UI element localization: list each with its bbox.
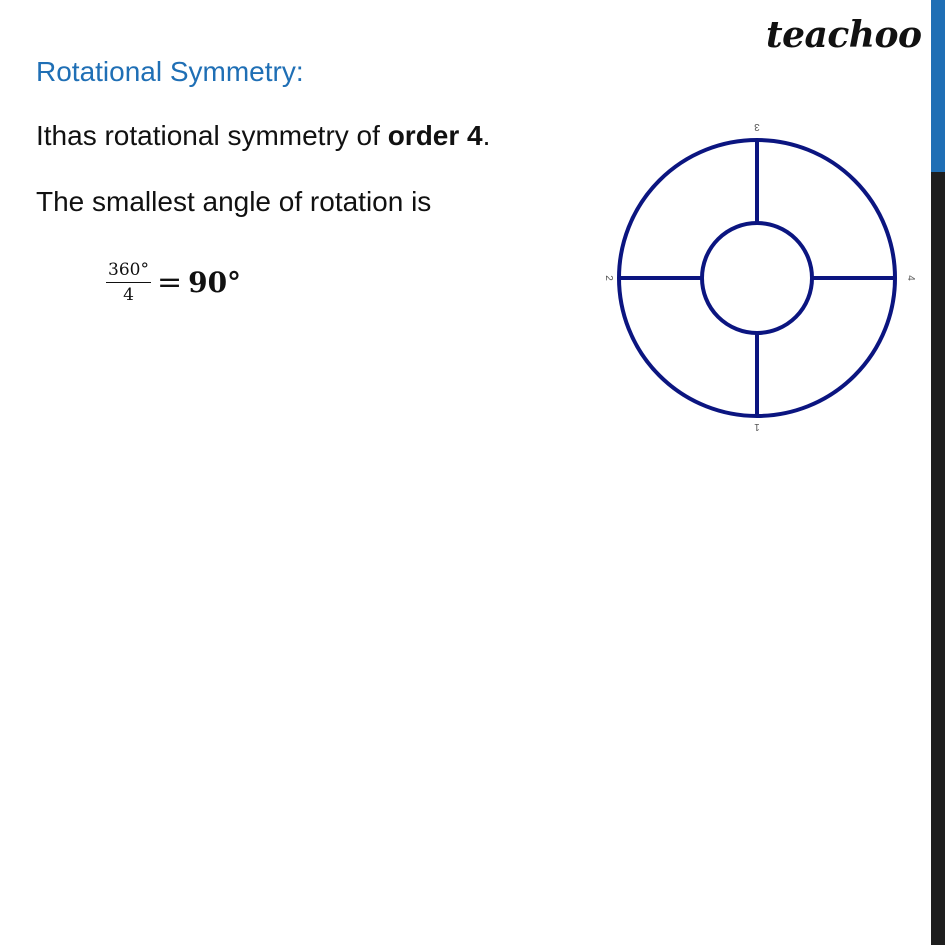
symmetry-statement (36, 120, 490, 152)
formula-denominator: 4 (123, 285, 134, 305)
right-sidebar-accent (931, 0, 945, 172)
statement-order: order 4 (387, 120, 483, 151)
formula-numerator: 360° (106, 260, 151, 283)
formula-equals: = (156, 264, 183, 300)
section-heading: Rotational Symmetry: (36, 56, 304, 87)
inner-circle (702, 223, 812, 333)
formula-result: 90° (188, 266, 242, 299)
angle-formula (106, 260, 241, 305)
label-2: 2 (603, 275, 614, 281)
label-3: 3 (754, 121, 760, 132)
teachoo-logo: teachoo (766, 14, 922, 56)
label-1: 1 (754, 421, 760, 432)
label-4: 4 (905, 275, 916, 281)
statement-suffix: . (482, 120, 491, 151)
statement-prefix: Ithas rotational symmetry of (36, 120, 388, 151)
formula-fraction (106, 260, 151, 305)
ring-diagram (596, 118, 926, 438)
angle-statement: The smallest angle of rotation is (36, 186, 432, 217)
